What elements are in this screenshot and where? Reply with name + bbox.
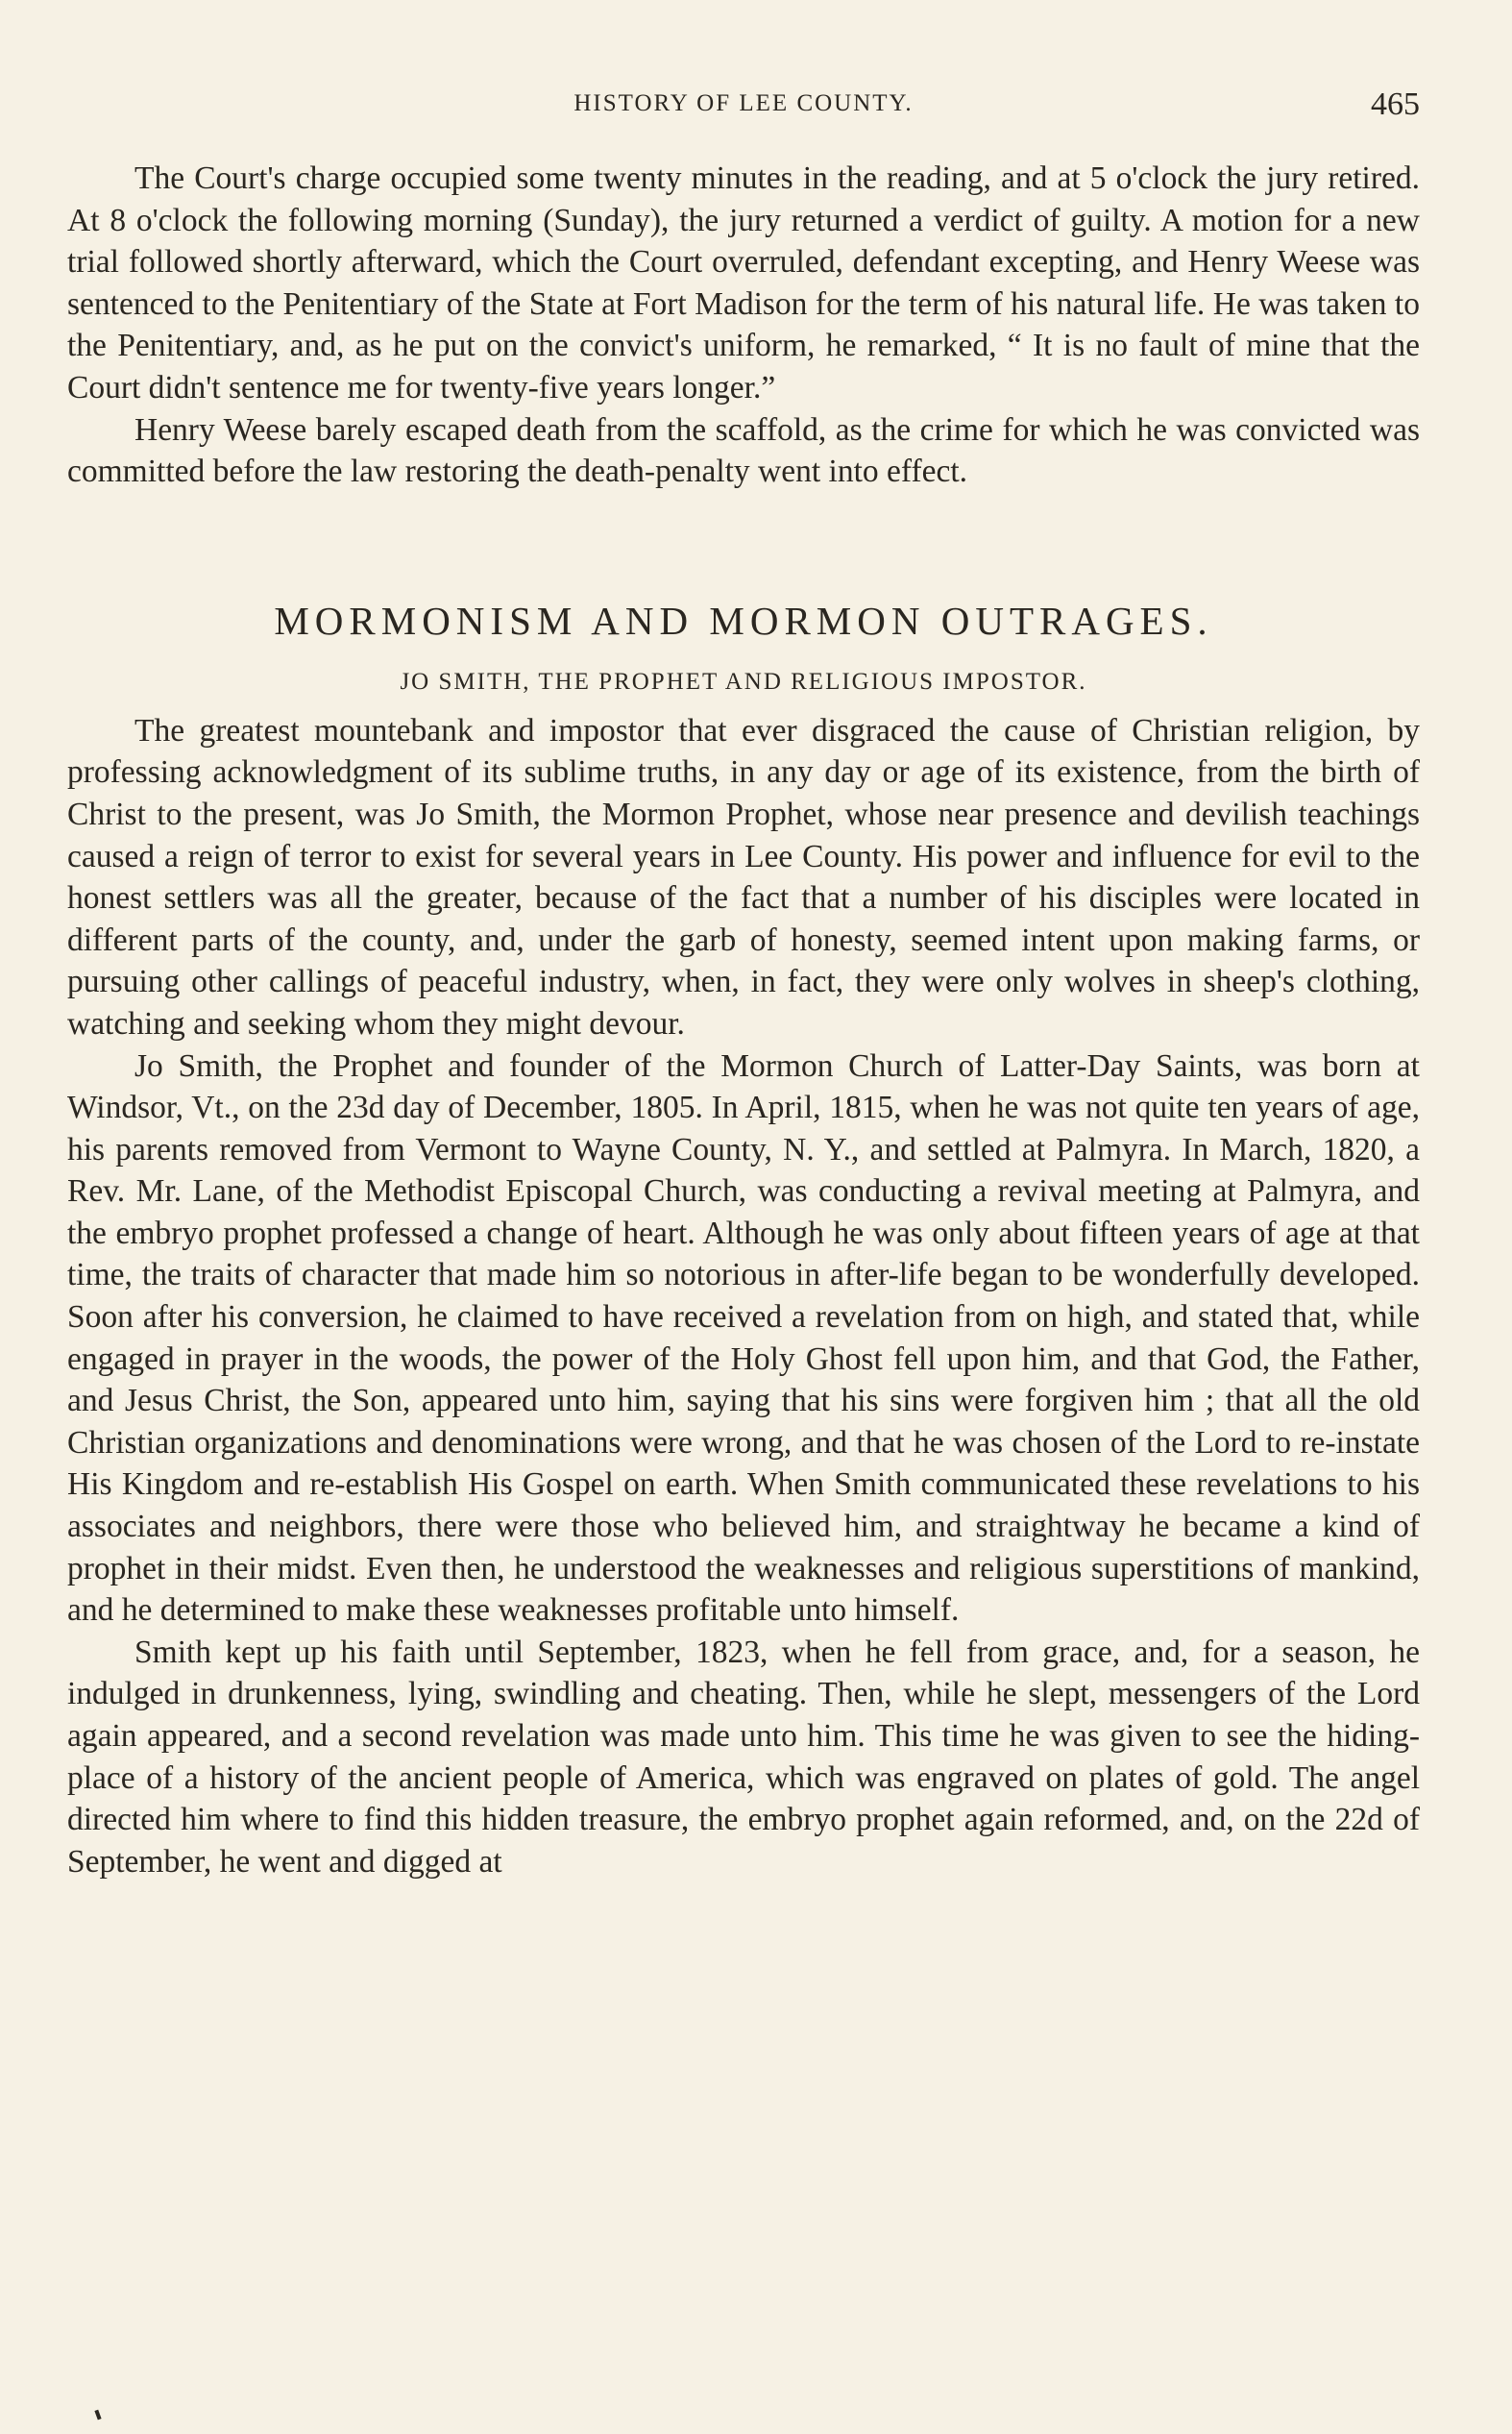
- page-number: 465: [1371, 86, 1420, 122]
- paragraph: Henry Weese barely escaped death from the scaffold, as the crime for which he was convicted was committed before the law restoring the death-penalty went into effect.: [67, 411, 1420, 490]
- paragraph: The Court's charge occupied some twenty minutes in the reading, and at 5 o'clock the jury retired. At 8 o'clock the following morning (Sunday), the jury returned a verdict of guilty. A motion for a new trial followed shortly afterward, which the Court overruled, defendant excepting, and Henry Weese was sentenced to the Penitentiary of the State at Fort Madison for the term of his natural life. He was taken to the Penitentiary, and, as he put on the convict's uniform, he remarked, “ It is no fault of mine that the Court didn't sentence me for twenty-five years longer.”: [67, 160, 1420, 406]
- paragraph: Jo Smith, the Prophet and founder of the Mormon Church of Latter-Day Saints, was born at Windsor, Vt., on the 23d day of December, 1805. In April, 1815, when he was not quite ten years of age, his parents removed from Vermont to Wayne County, N. Y., and settled at Palmyra. In March, 1820, a Rev. Mr. Lane, of the Methodist Episcopal Church, was conducting a revival meeting at Palmyra, and the embryo prophet professed a change of heart. Although he was only about fifteen years of age at that time, the traits of character that made him so notorious in after-life began to be wonderfully developed. Soon after his conversion, he claimed to have received a revelation from on high, and stated that, while engaged in prayer in the woods, the power of the Holy Ghost fell upon him, and that God, the Father, and Jesus Christ, the Son, appeared unto him, saying that his sins were forgiven him ; that all the old Christian organizations and denominations were wrong, and that he was chosen of the Lord to re-instate His Kingdom and re-establish His Gospel on earth. When Smith communicated these revelations to his associates and neighbors, there were those who believed him, and straightway he became a kind of prophet in their midst. Even then, he understood the weaknesses and religious superstitions of mankind, and he determined to make these weaknesses profitable unto himself.: [67, 1047, 1420, 1629]
- section-subheading: JO SMITH, THE PROPHET AND RELIGIOUS IMPOSTOR.: [400, 668, 1087, 695]
- book-page: [67, 86, 1420, 1882]
- printer-mark: [94, 2410, 101, 2421]
- running-header: [67, 86, 1420, 135]
- paragraph: The greatest mountebank and impostor that ever disgraced the cause of Christian religion, by professing acknowledgment of its sublime truths, in any day or age of its existence, from the birth of Christ to the present, was Jo Smith, the Mormon Prophet, whose near presence and devilish teachings caused a reign of terror to exist for several years in Lee County. His power and influence for evil to the honest settlers was all the greater, because of the fact that a number of his disciples were located in different parts of the county, and, under the garb of honesty, seemed intent upon making farms, or pursuing other callings of peaceful industry, when, in fact, they were only wolves in sheep's clothing, watching and seeking whom they might devour.: [67, 712, 1420, 1042]
- section-heading: MORMONISM AND MORMON OUTRAGES.: [274, 598, 1213, 643]
- paragraph: Smith kept up his faith until September, 1823, when he fell from grace, and, for a season, he indulged in drunkenness, lying, swindling and cheating. Then, while he slept, messengers of the Lord again appeared, and a second revelation was made unto him. This time he was given to see the hiding-place of a history of the ancient people of America, which was engraved on plates of gold. The angel directed him where to find this hidden treasure, the embryo prophet again reformed, and, on the 22d of September, he went and digged at: [67, 1634, 1420, 1880]
- running-title: HISTORY OF LEE COUNTY.: [573, 90, 914, 116]
